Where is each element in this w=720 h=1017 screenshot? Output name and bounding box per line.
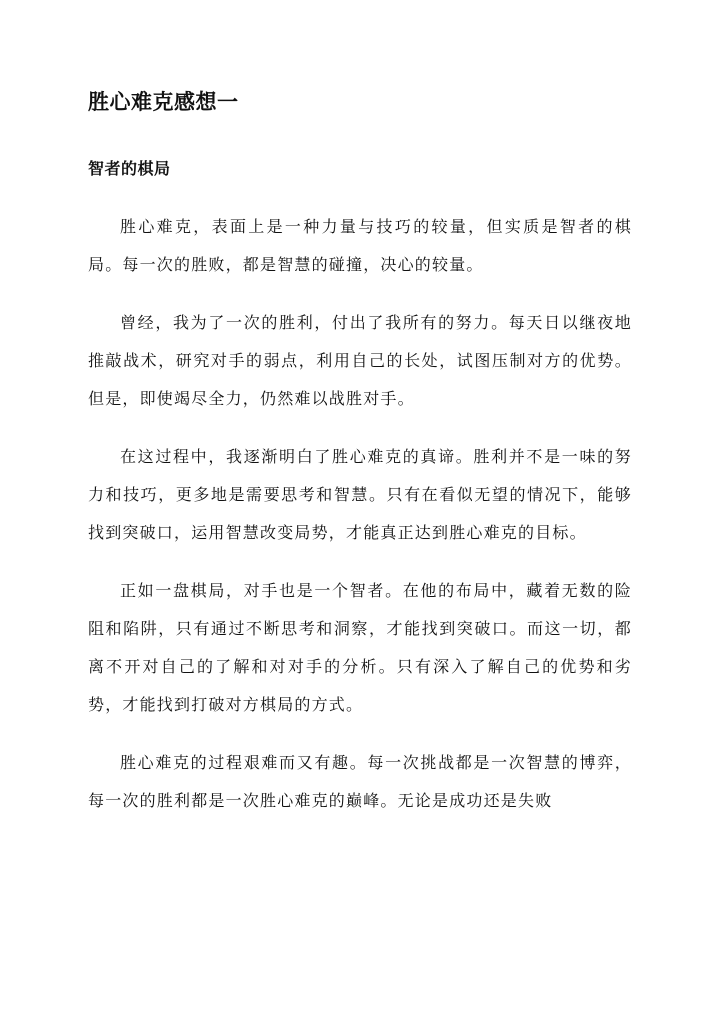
- document-body: [88, 208, 632, 840]
- paragraph: 曾经，我为了一次的胜利，付出了我所有的努力。每天日以继夜地推敲战术，研究对手的弱点，利用自己的长处，试图压制对方的优势。但是，即使竭尽全力，仍然难以战胜对手。: [88, 313, 632, 408]
- paragraph: 正如一盘棋局，对手也是一个智者。在他的布局中，藏着无数的险阻和陷阱，只有通过不断思考和洞察，才能找到突破口。而这一切，都离不开对自己的了解和对对手的分析。只有深入了解自己的优势和劣势，才能找到打破对方棋局的方式。: [88, 581, 632, 714]
- section-heading: 智者的棋局: [88, 159, 171, 178]
- document-title: 胜心难克感想一: [88, 89, 239, 114]
- paragraph: 胜心难克，表面上是一种力量与技巧的较量，但实质是智者的棋局。每一次的胜败，都是智慧的碰撞，决心的较量。: [88, 217, 632, 274]
- paragraph: 胜心难克的过程艰难而又有趣。每一次挑战都是一次智慧的博弈，每一次的胜利都是一次胜心难克的巅峰。无论是成功还是失败: [88, 753, 632, 810]
- paragraph: 在这过程中，我逐渐明白了胜心难克的真谛。胜利并不是一味的努力和技巧，更多地是需要思考和智慧。只有在看似无望的情况下，能够找到突破口，运用智慧改变局势，才能真正达到胜心难克的目标。: [88, 447, 632, 542]
